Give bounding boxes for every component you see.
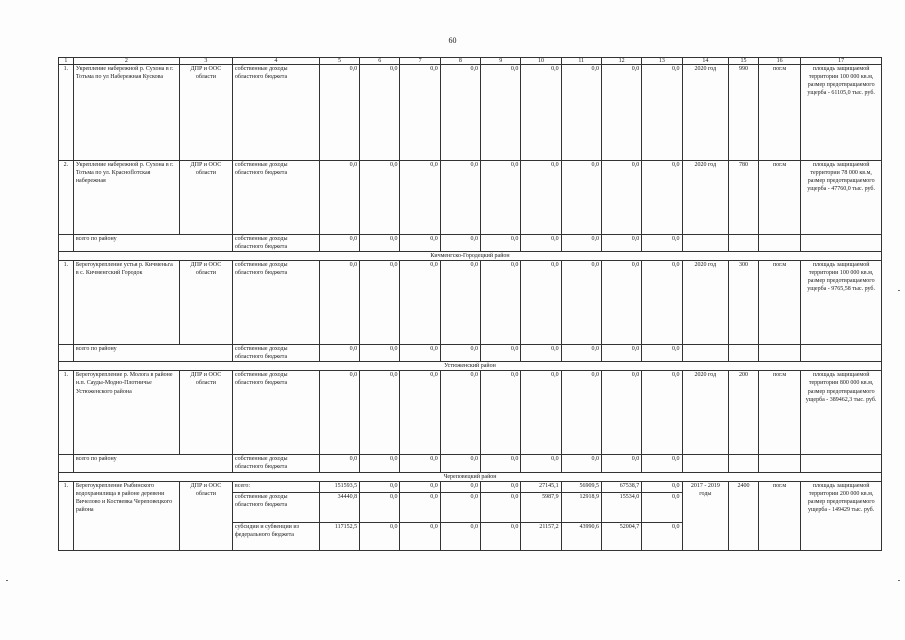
amount-cell: 0,0	[481, 522, 521, 550]
object-name: Берегоукрепление р. Молога в районе н.п. Сауды-Модно-Плотничье Устюженского района	[73, 371, 179, 455]
funding-source: собственные доходы областного бюджета	[232, 235, 319, 252]
scan-mark	[898, 290, 900, 291]
column-header: 8	[440, 58, 480, 65]
empty-cell	[59, 455, 74, 472]
amount-cell: 0,0	[360, 235, 400, 252]
funding-source: всего:	[232, 481, 319, 492]
empty-cell	[758, 345, 800, 362]
amount-cell: 27145,1	[521, 481, 561, 492]
amount-cell: 0,0	[440, 455, 480, 472]
column-header: 3	[179, 58, 232, 65]
amount-cell: 0,0	[400, 235, 440, 252]
period: 2020 год	[682, 161, 729, 235]
amount-cell: 0,0	[601, 261, 641, 345]
executor: ДПР и ООС области	[179, 261, 232, 345]
total-row	[59, 455, 882, 472]
amount-cell: 0,0	[440, 481, 480, 492]
quantity: 200	[729, 371, 759, 455]
amount-cell: 15534,0	[601, 492, 641, 522]
amount-cell: 0,0	[642, 492, 682, 522]
table-row	[59, 371, 882, 455]
amount-cell: 0,0	[561, 235, 601, 252]
expected-result: площадь защищаемой территории 200 000 кв.м, размер предотвращаемого ущерба - 149429 тыс. руб.	[801, 481, 882, 550]
amount-cell: 21157,2	[521, 522, 561, 550]
column-header: 1	[59, 58, 74, 65]
amount-cell: 0,0	[360, 345, 400, 362]
row-number: 2.	[59, 161, 74, 235]
amount-cell: 0,0	[601, 235, 641, 252]
empty-cell	[682, 235, 729, 252]
amount-cell: 0,0	[561, 161, 601, 235]
amount-cell: 0,0	[642, 522, 682, 550]
amount-cell: 0,0	[319, 235, 359, 252]
amount-cell: 0,0	[440, 161, 480, 235]
column-header: 15	[729, 58, 759, 65]
amount-cell: 0,0	[360, 522, 400, 550]
expected-result: площадь защищаемой территории 800 000 кв.м, размер предотвращаемого ущерба - 389462,3 тыс. руб.	[801, 371, 882, 455]
column-header: 7	[400, 58, 440, 65]
district-row	[59, 472, 882, 481]
amount-cell: 0,0	[400, 345, 440, 362]
amount-cell: 0,0	[440, 371, 480, 455]
funding-source: собственные доходы областного бюджета	[232, 455, 319, 472]
amount-cell: 0,0	[319, 345, 359, 362]
quantity: 990	[729, 65, 759, 161]
period: 2020 год	[682, 371, 729, 455]
unit: пог.м	[758, 371, 800, 455]
executor: ДПР и ООС области	[179, 161, 232, 235]
amount-cell: 0,0	[521, 371, 561, 455]
amount-cell: 0,0	[561, 455, 601, 472]
amount-cell: 0,0	[360, 261, 400, 345]
funding-source: собственные доходы областного бюджета	[232, 371, 319, 455]
period: 2020 год	[682, 261, 729, 345]
column-header: 16	[758, 58, 800, 65]
amount-cell: 0,0	[481, 65, 521, 161]
amount-cell: 0,0	[481, 481, 521, 492]
amount-cell: 56909,5	[561, 481, 601, 492]
unit: пог.м	[758, 481, 800, 550]
district-name: Устюженский район	[59, 362, 882, 371]
amount-cell: 43990,6	[561, 522, 601, 550]
column-header: 4	[232, 58, 319, 65]
amount-cell: 0,0	[601, 455, 641, 472]
amount-cell: 0,0	[481, 371, 521, 455]
total-label: всего по району	[73, 235, 232, 252]
amount-cell: 0,0	[319, 371, 359, 455]
funding-source: собственные доходы областного бюджета	[232, 492, 319, 522]
amount-cell: 0,0	[642, 65, 682, 161]
total-row	[59, 345, 882, 362]
amount-cell: 0,0	[400, 481, 440, 492]
period: 2017 - 2019 годы	[682, 481, 729, 550]
amount-cell: 151593,5	[319, 481, 359, 492]
funding-source: собственные доходы областного бюджета	[232, 345, 319, 362]
amount-cell: 0,0	[319, 161, 359, 235]
amount-cell: 0,0	[400, 492, 440, 522]
amount-cell: 0,0	[360, 492, 400, 522]
object-name: Укрепление набережной р. Сухона в г. Тотьма по ул Набережная Кускова	[73, 65, 179, 161]
amount-cell: 0,0	[601, 371, 641, 455]
unit: пог.м	[758, 261, 800, 345]
amount-cell: 0,0	[521, 65, 561, 161]
scan-mark	[6, 580, 8, 581]
empty-cell	[758, 235, 800, 252]
empty-cell	[59, 345, 74, 362]
empty-cell	[729, 455, 759, 472]
column-header: 6	[360, 58, 400, 65]
amount-cell: 34440,8	[319, 492, 359, 522]
period: 2020 год	[682, 65, 729, 161]
expected-result: площадь защищаемой территории 78 000 кв.м, размер предотвращаемого ущерба - 47760,0 тыс. руб.	[801, 161, 882, 235]
page-number: 60	[448, 36, 457, 45]
amount-cell: 0,0	[481, 345, 521, 362]
amount-cell: 0,0	[400, 371, 440, 455]
empty-cell	[758, 455, 800, 472]
amount-cell: 0,0	[601, 345, 641, 362]
amount-cell: 0,0	[360, 161, 400, 235]
amount-cell: 0,0	[481, 455, 521, 472]
total-row	[59, 235, 882, 252]
amount-cell: 0,0	[642, 455, 682, 472]
amount-cell: 0,0	[521, 261, 561, 345]
district-row	[59, 362, 882, 371]
funding-source: собственные доходы областного бюджета	[232, 161, 319, 235]
amount-cell: 0,0	[642, 345, 682, 362]
amount-cell: 0,0	[642, 481, 682, 492]
amount-cell: 0,0	[642, 371, 682, 455]
object-name: Берегоукрепление устья р. Кичменьга в с. Кичменгский Городок	[73, 261, 179, 345]
amount-cell: 0,0	[642, 235, 682, 252]
executor: ДПР и ООС области	[179, 481, 232, 550]
empty-cell	[682, 345, 729, 362]
amount-cell: 5987,9	[521, 492, 561, 522]
column-header: 12	[601, 58, 641, 65]
amount-cell: 0,0	[561, 65, 601, 161]
empty-cell	[801, 455, 882, 472]
table-body	[59, 58, 882, 551]
amount-cell: 0,0	[601, 161, 641, 235]
amount-cell: 0,0	[319, 455, 359, 472]
amount-cell: 0,0	[360, 65, 400, 161]
amount-cell: 0,0	[360, 371, 400, 455]
quantity: 780	[729, 161, 759, 235]
row-number: 1.	[59, 65, 74, 161]
quantity: 300	[729, 261, 759, 345]
row-number: 1.	[59, 371, 74, 455]
amount-cell: 0,0	[521, 345, 561, 362]
amount-cell: 0,0	[400, 161, 440, 235]
column-header: 17	[801, 58, 882, 65]
total-label: всего по району	[73, 345, 232, 362]
empty-cell	[729, 235, 759, 252]
budget-table	[58, 57, 882, 551]
amount-cell: 0,0	[481, 235, 521, 252]
object-name: Берегоукрепление Рыбинского водохранилища в районе деревени Вичелово и Костяевка Череповецкого района	[73, 481, 179, 550]
amount-cell: 67538,7	[601, 481, 641, 492]
amount-cell: 0,0	[400, 261, 440, 345]
column-numbers-row	[59, 58, 882, 65]
unit: пог.м	[758, 65, 800, 161]
amount-cell: 0,0	[521, 455, 561, 472]
object-name: Укрепление набережной р. Сухона в г. Тотьма по ул. Красноflотская набережная	[73, 161, 179, 235]
amount-cell: 12918,9	[561, 492, 601, 522]
amount-cell: 0,0	[521, 235, 561, 252]
empty-cell	[729, 345, 759, 362]
funding-source: собственные доходы областного бюджета	[232, 65, 319, 161]
amount-cell: 0,0	[360, 455, 400, 472]
executor: ДПР и ООС области	[179, 65, 232, 161]
empty-cell	[801, 345, 882, 362]
column-header: 14	[682, 58, 729, 65]
amount-cell: 52004,7	[601, 522, 641, 550]
district-name: Кичменгско-Городецкий район	[59, 252, 882, 261]
district-name: Череповецкий район	[59, 472, 882, 481]
total-label: всего по району	[73, 455, 232, 472]
amount-cell: 0,0	[521, 161, 561, 235]
amount-cell: 117152,5	[319, 522, 359, 550]
amount-cell: 0,0	[440, 235, 480, 252]
unit: пог.м	[758, 161, 800, 235]
amount-cell: 0,0	[481, 161, 521, 235]
amount-cell: 0,0	[440, 522, 480, 550]
amount-cell: 0,0	[561, 261, 601, 345]
amount-cell: 0,0	[601, 65, 641, 161]
row-number: 1.	[59, 481, 74, 550]
empty-cell	[801, 235, 882, 252]
expected-result: площадь защищаемой территории 100 000 кв.м, размер предотвращаемого ущерба - 61105,0 тыс. руб.	[801, 65, 882, 161]
column-header: 2	[73, 58, 179, 65]
amount-cell: 0,0	[440, 65, 480, 161]
amount-cell: 0,0	[642, 261, 682, 345]
funding-source: субсидии и субвенции из федерального бюджета	[232, 522, 319, 550]
quantity: 2400	[729, 481, 759, 550]
table-row	[59, 161, 882, 235]
empty-cell	[682, 455, 729, 472]
column-header: 11	[561, 58, 601, 65]
amount-cell: 0,0	[319, 65, 359, 161]
amount-cell: 0,0	[360, 481, 400, 492]
table-row	[59, 261, 882, 345]
amount-cell: 0,0	[400, 522, 440, 550]
amount-cell: 0,0	[642, 161, 682, 235]
scan-mark	[898, 580, 900, 581]
amount-cell: 0,0	[561, 345, 601, 362]
amount-cell: 0,0	[481, 261, 521, 345]
expected-result: площадь защищаемой территории 100 000 кв.м, размер предотвращаемого ущерба - 9765,58 тыс. руб.	[801, 261, 882, 345]
column-header: 5	[319, 58, 359, 65]
amount-cell: 0,0	[561, 371, 601, 455]
amount-cell: 0,0	[481, 492, 521, 522]
row-number: 1.	[59, 261, 74, 345]
column-header: 9	[481, 58, 521, 65]
amount-cell: 0,0	[400, 455, 440, 472]
empty-cell	[59, 235, 74, 252]
table-row	[59, 65, 882, 161]
amount-cell: 0,0	[440, 492, 480, 522]
amount-cell: 0,0	[319, 261, 359, 345]
amount-cell: 0,0	[440, 261, 480, 345]
executor: ДПР и ООС области	[179, 371, 232, 455]
funding-source: собственные доходы областного бюджета	[232, 261, 319, 345]
column-header: 10	[521, 58, 561, 65]
amount-cell: 0,0	[400, 65, 440, 161]
amount-cell: 0,0	[440, 345, 480, 362]
column-header: 13	[642, 58, 682, 65]
district-row	[59, 252, 882, 261]
table-row	[59, 481, 882, 492]
